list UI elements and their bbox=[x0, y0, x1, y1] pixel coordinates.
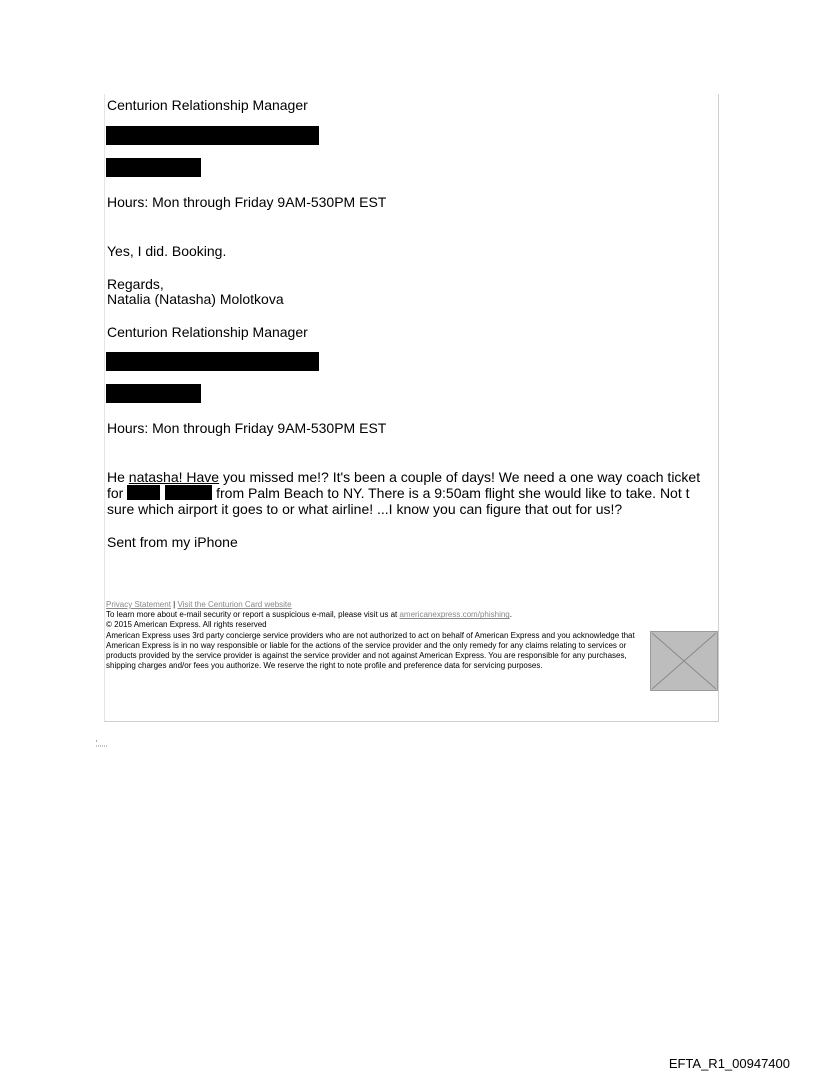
email-footer bbox=[106, 600, 651, 671]
signature-hours: Hours: Mon through Friday 9AM-530PM EST bbox=[107, 194, 387, 210]
link-separator: | bbox=[170, 600, 178, 609]
security-line bbox=[106, 610, 651, 620]
disclaimer: American Express uses 3rd party concierge service providers who are not authorized to act on behalf of American Express and you acknowledge that American Express is in no way responsible or liable for the actions of the service provider and the only remedy for any claims relating to services or products provided by the service provider is against the service provider and not against American Express. You are responsible for any purchases, shipping charges and/or fees you authorize. We reserve the right to note profile and preference data for servicing purposes. bbox=[106, 630, 635, 671]
security-end: . bbox=[509, 610, 512, 620]
redacted-block bbox=[106, 158, 201, 177]
signature-title: Centurion Relationship Manager bbox=[107, 324, 308, 340]
message-text: for bbox=[107, 485, 128, 501]
security-text: To learn more about e-mail security or report a suspicious e-mail, please visit us at bbox=[106, 610, 400, 620]
redacted-block bbox=[106, 352, 319, 371]
footer-links bbox=[106, 600, 651, 610]
phishing-link[interactable]: americanexpress.com/phishing bbox=[399, 610, 510, 620]
closing: Regards, bbox=[107, 276, 164, 292]
reply-body: Yes, I did. Booking. bbox=[107, 243, 227, 259]
privacy-link[interactable]: Privacy Statement bbox=[106, 600, 171, 609]
signature-title: Centurion Relationship Manager bbox=[107, 97, 308, 113]
signature-hours: Hours: Mon through Friday 9AM-530PM EST bbox=[107, 420, 387, 436]
sent-from: Sent from my iPhone bbox=[107, 534, 238, 550]
redacted-block bbox=[127, 485, 160, 500]
redacted-block bbox=[165, 485, 212, 500]
sender-name: Natalia (Natasha) Molotkova bbox=[107, 291, 284, 307]
message-line: sure which airport it goes to or what airline! ...I know you can figure that out for us!? bbox=[107, 501, 623, 517]
centurion-link[interactable]: Visit the Centurion Card website bbox=[177, 600, 292, 609]
original-message bbox=[107, 469, 713, 517]
redacted-block bbox=[106, 126, 319, 145]
document-id: EFTA_R1_00947400 bbox=[668, 1056, 790, 1071]
message-line bbox=[107, 469, 713, 485]
copyright: © 2015 American Express. All rights reserved bbox=[106, 620, 267, 630]
message-line bbox=[107, 485, 713, 501]
message-text: He bbox=[107, 469, 129, 485]
artifact-mark bbox=[95, 736, 109, 746]
broken-image-icon bbox=[650, 631, 718, 691]
message-text: you missed me!? It's been a couple of days! We need a one way coach ticket bbox=[219, 469, 701, 485]
message-text: natasha! Have bbox=[128, 469, 220, 485]
message-text: from Palm Beach to NY. There is a 9:50am flight she would like to take. Not t bbox=[212, 485, 690, 501]
redacted-block bbox=[106, 384, 201, 403]
